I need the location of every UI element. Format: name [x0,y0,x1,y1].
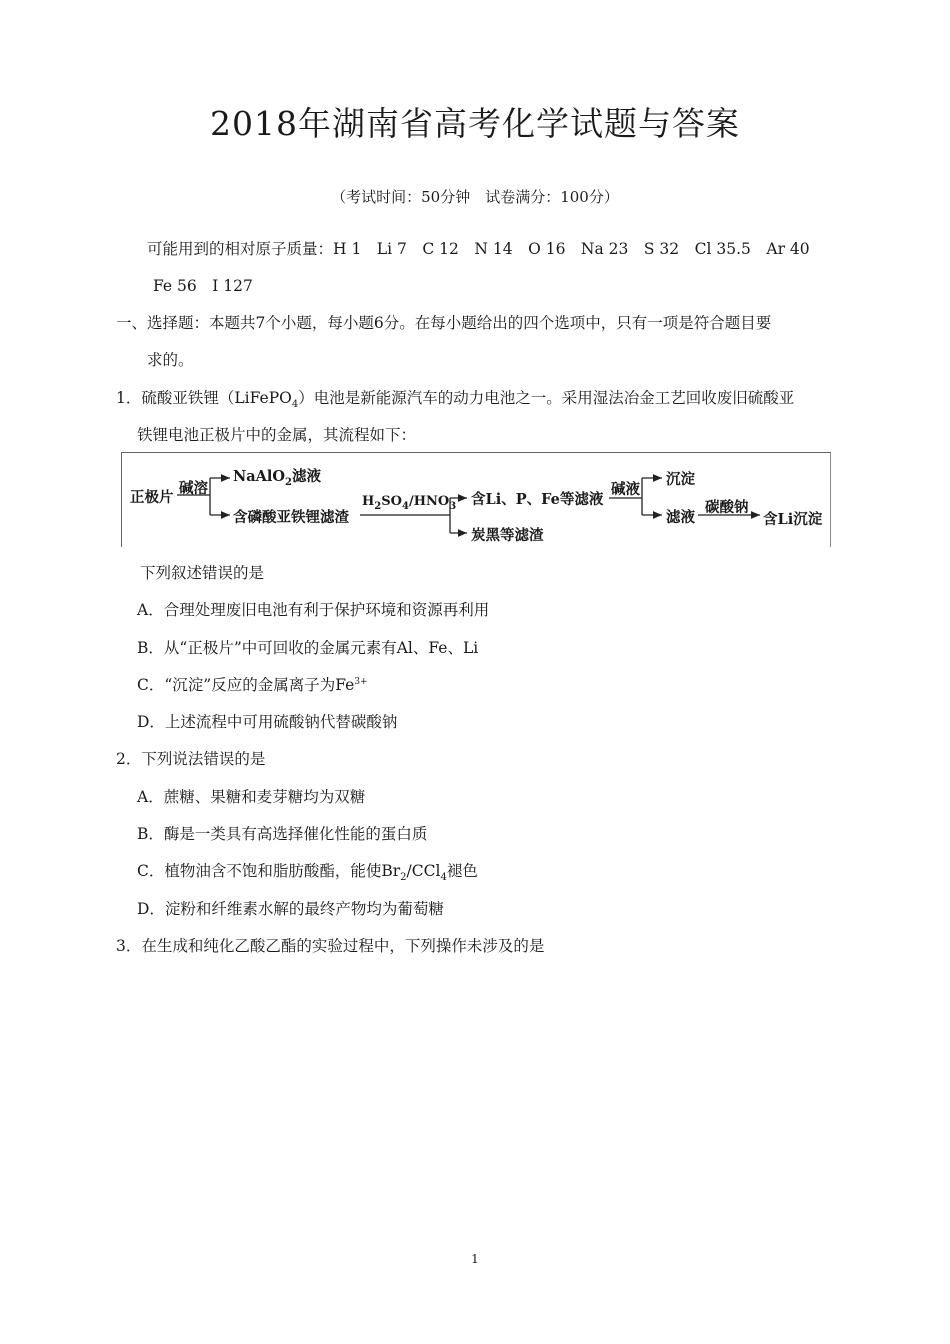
question-1-stem-cont: 铁锂电池正极片中的金属，其流程如下： [137,426,417,444]
question-1-stem [116,386,794,410]
process-flow-diagram [121,452,831,547]
naalo2-sub: 2 [285,477,293,488]
acid-sub-3: 3 [449,501,457,512]
naalo2-post: 滤液 [292,468,322,485]
flow-acid-reagent [362,494,456,512]
q2-option-d: D．淀粉和纤维素水解的最终产物均为葡萄糖 [137,900,444,918]
q2-option-c-mid: /CCl [406,862,441,880]
atomic-mass-line-2: Fe 56 I 127 [153,277,253,295]
exam-info: （考试时间：50分钟 试卷满分：100分） [331,188,619,206]
question-3-stem: 3．在生成和纯化乙酸乙酯的实验过程中，下列操作未涉及的是 [116,937,545,955]
q1-question: 下列叙述错误的是 [140,564,265,582]
q2-option-c-text: C．植物油含不饱和脂肪酸酯，能使Br [137,862,401,880]
q1-subscript: 4 [291,399,299,410]
acid-sub-4: 4 [401,501,409,512]
acid-hno: /HNO [408,494,450,509]
q2-option-c-sub2: 4 [440,872,447,883]
flow-li-p-fe-filtrate: 含Li、P、Fe等滤液 [471,491,604,508]
q1-text-post: ）电池是新能源汽车的动力电池之一。采用湿法冶金工艺回收废旧硫酸亚 [298,389,795,407]
acid-so: SO [381,494,402,509]
q1-option-c-charge: 3+ [354,677,368,687]
q1-option-d: D．上述流程中可用硫酸钠代替碳酸钠 [137,713,398,731]
flow-sodium-carbonate: 碳酸钠 [705,499,749,516]
acid-h: H [362,494,375,509]
page-title: 2018年湖南省高考化学试题与答案 [210,104,740,143]
flow-start-cathode: 正极片 [130,489,174,506]
flow-li-precipitate: 含Li沉淀 [763,511,823,528]
naalo2-text: NaAlO [233,468,286,485]
flow-alkali-solution: 碱液 [611,481,640,498]
q1-text-pre: 1．硫酸亚铁锂（LiFePO [116,389,292,407]
q2-option-c-sub1: 2 [400,872,407,883]
flow-lifepo4-residue: 含磷酸亚铁锂滤渣 [233,509,349,526]
section-1-heading-cont: 求的。 [147,351,194,369]
q2-option-c-post: 褪色 [446,862,478,880]
q1-option-a: A．合理处理废旧电池有利于保护环境和资源再利用 [137,601,490,619]
flow-alkali-dissolve: 碱溶 [179,480,208,497]
section-1-heading: 一、选择题：本题共7个小题，每小题6分。在每小题给出的四个选项中，只有一项是符合题目要 [116,314,772,332]
flow-naalo2-filtrate [233,465,321,488]
q1-option-c-text: C．“沉淀”反应的金属离子为Fe [137,676,355,694]
page-number: 1 [471,1252,479,1266]
q2-option-a: A．蔗糖、果糖和麦芽糖均为双糖 [137,788,366,806]
q2-option-c [137,859,478,883]
q1-option-c [137,673,368,695]
acid-sub-2: 2 [374,501,382,512]
flow-carbon-residue: 炭黑等滤渣 [471,527,544,544]
flow-filtrate-2: 滤液 [666,509,695,526]
flow-precipitate: 沉淀 [666,471,695,488]
q2-option-b: B．酶是一类具有高选择催化性能的蛋白质 [137,825,428,843]
atomic-mass-line-1: 可能用到的相对原子质量：H 1 Li 7 C 12 N 14 O 16 Na 23 S 32 Cl 35.5 Ar 40 [147,240,810,258]
question-2-stem: 2．下列说法错误的是 [116,750,266,768]
q1-option-b: B．从“正极片”中可回收的金属元素有Al、Fe、Li [137,639,479,657]
